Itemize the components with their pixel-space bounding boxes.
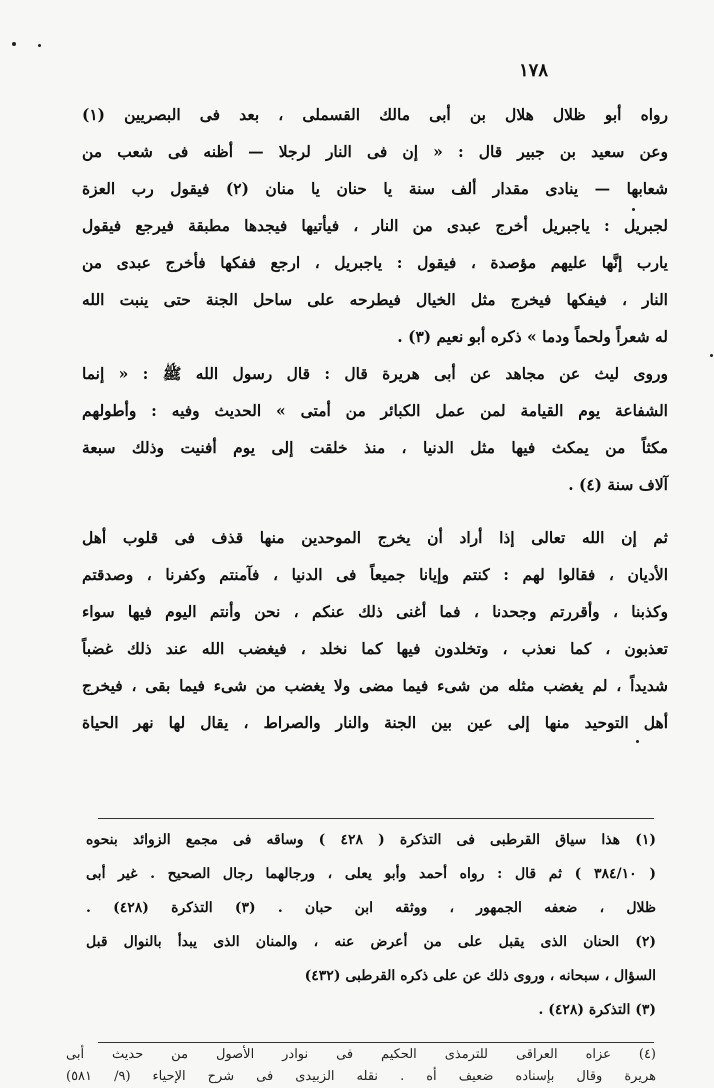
footnote-divider-bottom — [98, 1042, 654, 1043]
footnote-line: (١) هذا سياق القرطبى فى التذكرة ( ٤٢٨ ) وساقه فى مجمع الزوائد بنحوه — [86, 832, 656, 848]
text-line: الأديان ، فقالوا لهم : كنتم وإيانا جميعاً فى الدنيا ، فآمنتم وكفرنا ، وصدقتم — [82, 565, 668, 584]
text-line: وكذبنا ، وأقررتم وجحدنا ، فما أغنى ذلك عنكم ، نحن وأنتم اليوم فيها سواء — [82, 602, 668, 621]
text-line: وعن سعيد بن جبير قال : « إن فى النار لرجلا — أظنه فى شعب من — [82, 142, 668, 161]
text-line: شعابها — ينادى مقدار ألف سنة يا حنان يا منان (٢) فيقول رب العزة — [82, 179, 668, 198]
text-line: الشفاعة يوم القيامة لمن عمل الكبائر من أمتى » الحديث وفيه : وأطولهم — [82, 401, 668, 420]
text-line: النار ، فيفكها فيخرج مثل الخيال فيطرحه على ساحل الجنة حتى ينبت الله — [82, 290, 668, 309]
speck-mark — [710, 354, 713, 357]
speck-mark — [38, 44, 41, 47]
page-number: ١٧٨ — [519, 60, 549, 81]
text-line: تعذبون ، كما نعذب ، وتخلدون فيها كما نخلد ، فيغضب الله عند ذلك غضباً — [82, 639, 668, 658]
speck-mark — [12, 42, 16, 46]
footnote-line: السؤال ، سبحانه ، وروى ذلك عن على ذكره القرطبى (٤٣٢) — [304, 968, 656, 984]
footnote-line: هريرة وقال بإسناده ضعيف أه . نقله الزبيدى فى شرح الإحياء (٩/ ٥٨١) — [66, 1069, 656, 1084]
text-line: وروى ليث عن مجاهد عن أبى هريرة قال : قال رسول الله ﷺ : « إنما — [82, 364, 668, 383]
footnote-line: ( ٣٨٤/١٠ ) ثم قال : رواه أحمد وأبو يعلى ، ورجالهما رجال الصحيح . غير أبى — [86, 866, 657, 882]
main-text — [82, 96, 668, 741]
footnotes — [86, 823, 656, 1027]
footnote-line: (٣) التذكرة (٤٢٨) . — [538, 1002, 656, 1018]
footnote-divider — [98, 818, 654, 819]
text-line: آلاف سنة (٤) . — [568, 475, 668, 494]
text-line: شديداً ، لم يغضب مثله من شىء فيما مضى ولا يغضب من شىء فيما بقى ، فيخرج — [82, 676, 668, 695]
text-line: مكثاً من يمكث فيها مثل الدنيا ، منذ خلقت إلى يوم أفنيت وذلك سبعة — [82, 438, 668, 457]
text-line: رواه أبو ظلال هلال بن أبى مالك القسملى ، بعد فى البصريين (١) — [82, 105, 668, 124]
text-line: أهل التوحيد منها إلى عين بين الجنة والنار والصراط ، يقال لها نهر الحياة — [82, 713, 668, 732]
text-line: يارب إنَّها عليهم مؤصدة ، فيقول : ياجبريل ، ارجع ففكها فأخرج عبدى من — [82, 253, 668, 272]
footnote-line: ظلال ، ضعفه الجمهور ، ووثقه ابن حبان . (٣) التذكرة (٤٢٨) . — [86, 900, 657, 916]
text-line: لجبريل : ياجبريل أخرج عبدى من النار ، فيأتيها فيجدها مطبقة فيرجع فيقول — [82, 216, 668, 235]
text-line: له شعراً ولحماً ودما » ذكره أبو نعيم (٣) . — [397, 327, 668, 346]
footnote-line: (٢) الحنان الذى يقبل على من أعرض عنه ، والمنان الذى يبدأ بالنوال قبل — [86, 934, 656, 950]
footnotes-continued — [66, 1044, 656, 1088]
footnote-line: (٤) عزاه العراقى للترمذى الحكيم فى نوادر الأصول من حديث أبى — [66, 1047, 656, 1062]
text-line: ثم إن الله تعالى إذا أراد أن يخرج الموحدين منها قذف فى قلوب أهل — [82, 528, 668, 547]
